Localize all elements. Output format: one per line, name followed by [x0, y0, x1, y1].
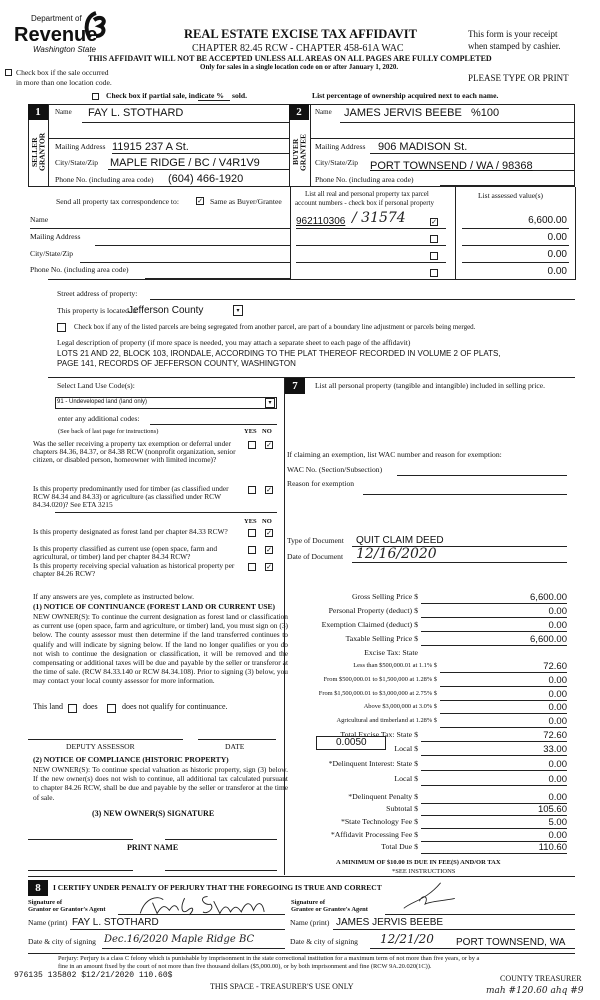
wac-field[interactable] — [397, 475, 567, 476]
print-name-1[interactable] — [28, 870, 133, 871]
section-8-tab: 8 — [28, 880, 48, 896]
buyer-side-label: BUYER GRANTEE — [291, 133, 308, 171]
buyer-name-field[interactable] — [340, 122, 575, 123]
county-label: This property is located in — [57, 306, 137, 315]
section-2-tab: 2 — [289, 104, 309, 120]
tax-row-field[interactable] — [421, 770, 567, 771]
tax-row-value[interactable]: 0.00 — [548, 830, 567, 841]
seller-name-field[interactable] — [82, 122, 290, 123]
date-label: DATE — [225, 742, 245, 751]
parcel-handwritten: / 31574 — [352, 210, 406, 226]
tax-row-field[interactable] — [421, 815, 567, 816]
tax-row-value[interactable]: 5.00 — [548, 817, 567, 828]
same-as-buyer-checkbox[interactable]: ✓ — [197, 197, 203, 205]
yes-checkbox[interactable] — [248, 546, 256, 554]
tax-row-label: *Affidavit Processing Fee $ — [330, 830, 418, 839]
tax-row-value[interactable]: 72.60 — [543, 730, 567, 741]
sold-label: sold. — [232, 91, 247, 100]
tax-row-label: Above $3,000,000 at 3.0% $ — [363, 703, 437, 710]
revenue-logo-icon — [82, 10, 108, 42]
tax-row-field[interactable] — [440, 713, 567, 714]
seller-name: FAY L. STOTHARD — [88, 107, 184, 119]
assessed-value-field[interactable] — [462, 228, 569, 229]
section-7-tab: 7 — [285, 378, 305, 394]
seller-phone-label: Phone No. (including area code) — [55, 175, 154, 184]
partial-sale-checkbox[interactable] — [92, 93, 99, 100]
tax-row-field[interactable] — [421, 631, 567, 632]
grantor-sig-label-1: Signature of — [28, 899, 63, 906]
tax-row-value[interactable]: 0.00 — [548, 792, 567, 803]
grantee-print-name[interactable]: JAMES JERVIS BEEBE — [336, 917, 444, 928]
no-checkbox[interactable]: ✓ — [266, 546, 272, 554]
parcel-number-field[interactable] — [296, 228, 446, 229]
yes-header-2: YES — [244, 518, 257, 525]
print-name-2[interactable] — [165, 870, 277, 871]
parcels-header-1: List all real and personal property tax parcel — [305, 190, 429, 198]
tax-row-label: From $1,500,000.01 to $3,000,000 at 2.75% $ — [318, 690, 437, 697]
yes-checkbox[interactable] — [248, 441, 256, 449]
section-1-tab: 1 — [28, 104, 48, 120]
form-chapter: CHAPTER 82.45 RCW - CHAPTER 458-61A WAC — [192, 43, 404, 54]
treasurer-use-label: THIS SPACE - TREASURER'S USE ONLY — [210, 982, 354, 991]
tax-row-value[interactable]: 72.60 — [543, 661, 567, 672]
land-use-selected: 91 - Undeveloped land (land only) — [57, 399, 148, 405]
multi-location-label-1: Check box if the sale occurred — [16, 68, 109, 77]
no-checkbox[interactable]: ✓ — [266, 486, 272, 494]
same-as-buyer-label: Same as Buyer/Grantee — [210, 197, 282, 206]
no-checkbox[interactable]: ✓ — [266, 441, 272, 449]
question-text: Was the seller receiving a property tax exemption or deferral under chapters 84.36, 84.37, or 84.38 RCW (nonprofit organization, senior citizen, or disabled person, homeowner with limited income)? — [33, 439, 236, 465]
seller-mail: 11915 237 A St. — [112, 141, 189, 153]
only-for-notice: Only for sales in a single location code on or after January 1, 2020. — [200, 63, 399, 71]
assessed-value-field[interactable] — [462, 262, 569, 263]
tax-row-value[interactable]: 6,600.00 — [530, 634, 567, 645]
notice-compliance-title: (2) NOTICE OF COMPLIANCE (HISTORIC PROPERTY) — [33, 755, 229, 764]
doc-date-label: Date of Document — [287, 552, 344, 561]
no-header: NO — [262, 428, 272, 435]
form-title: REAL ESTATE EXCISE TAX AFFIDAVIT — [184, 27, 417, 41]
assessed-value[interactable]: 0.00 — [547, 232, 567, 243]
notice-continuance-body: NEW OWNER(S): To continue the current designation as forest land or classification as current use (open space, farm and agriculture, or timber) land, you must sign on (3) below. The county assessor must then determine if the land transferred continues to qualify and will indicate by signing below. If the land no longer qualifies or you do not wish to continue the designation or classification, it will be removed and the compensating or additional taxes will be due and payable by the seller or transferor at the time of sale. (RCW 84.33.140 or RCW 84.34.108). Prior to signing (3) below, you may contact your local county assessor for more information. — [33, 612, 288, 686]
perjury-note-2: fine in an amount fixed by the court of not more than five thousand dollars ($5,000.00), or by both imprisonment and fine (RCW 9A.20.020(1C)). — [58, 963, 432, 970]
personal-property-label: List all personal property (tangible and intangible) included in selling price. — [315, 381, 546, 390]
seller-side-label: SELLER GRANTOR — [30, 132, 47, 172]
receipt-note-2: when stamped by cashier. — [468, 41, 561, 51]
personal-property-checkbox[interactable]: ✓ — [431, 218, 437, 226]
tax-row-label: Subtotal $ — [386, 804, 418, 813]
seller-city: MAPLE RIDGE / BC / V4R1V9 — [110, 157, 260, 169]
tax-row-label: Less than $500,000.01 at 1.1% $ — [353, 662, 437, 669]
segregated-checkbox[interactable] — [57, 323, 66, 332]
certify-statement: I CERTIFY UNDER PENALTY OF PERJURY THAT THE FOREGOING IS TRUE AND CORRECT — [53, 883, 382, 892]
grantor-sig-label-2: Grantor or Grantor's Agent — [28, 906, 106, 913]
tax-row-label: Gross Selling Price $ — [351, 592, 418, 601]
reason-field[interactable] — [363, 494, 567, 495]
assessed-value[interactable]: 0.00 — [547, 249, 567, 260]
list-percentage-label: List percentage of ownership acquired next to each name. — [312, 91, 499, 100]
parcel-number[interactable]: 962110306 — [296, 216, 346, 227]
seller-mail-label: Mailing Address — [55, 142, 106, 151]
buyer-mail-label: Mailing Address — [315, 142, 366, 151]
form-warning: THIS AFFIDAVIT WILL NOT BE ACCEPTED UNLESS ALL AREAS ON ALL PAGES ARE FULLY COMPLETED — [88, 54, 492, 63]
tax-row-label: From $500,000.01 to $1,500,000 at 1.28% $ — [323, 676, 437, 683]
does-not-label: does not qualify for continuance. — [122, 702, 228, 711]
corr-city-field[interactable] — [80, 262, 290, 263]
land-use-label: Select Land Use Code(s): — [57, 381, 135, 390]
see-instructions-note: *SEE INSTRUCTIONS — [392, 868, 456, 875]
buyer-city-label: City/State/Zip — [315, 158, 359, 167]
tax-row-value[interactable]: 0.00 — [548, 620, 567, 631]
reason-label: Reason for exemption — [287, 479, 355, 488]
no-header-2: NO — [262, 518, 272, 525]
legal-description-line-2[interactable]: PAGE 141, RECORDS OF JEFFERSON COUNTY, WASHINGTON — [57, 359, 296, 368]
grantee-signature-field[interactable] — [385, 914, 575, 915]
doc-date-value[interactable]: 12/16/2020 — [356, 546, 437, 562]
tax-row-value[interactable]: 0.00 — [548, 606, 567, 617]
street-address-label: Street address of property: — [57, 289, 138, 298]
tax-row-field[interactable] — [421, 645, 567, 646]
seller-phone[interactable]: (604) 466-1920 — [168, 173, 244, 185]
additional-codes-label: enter any additional codes: — [58, 414, 140, 423]
county-dropdown-icon[interactable]: ▾ — [233, 305, 243, 316]
assessed-value[interactable]: 0.00 — [547, 266, 567, 277]
seller-mail-field[interactable] — [112, 153, 290, 154]
perjury-note-1: Perjury: Perjury is a class C felony which is punishable by imprisonment in the state correctional institution for a maximum term of not more than five years, or by a — [58, 955, 480, 962]
county-select[interactable]: Jefferson County — [128, 305, 204, 316]
street-address-field[interactable] — [150, 299, 575, 300]
legal-description-label: Legal description of property (if more space is needed, you may attach a separate sheet to each page of the affidavit) — [57, 338, 411, 347]
personal-property-checkbox[interactable] — [430, 269, 438, 277]
doc-type-value[interactable]: QUIT CLAIM DEED — [356, 535, 444, 546]
grantee-signature — [385, 880, 475, 914]
legal-description-line-1[interactable]: LOTS 21 AND 22, BLOCK 103, IRONDALE, ACCORDING TO THE PLAT THEREOF RECORDED IN VOLUME 2 OF PLATS, — [57, 349, 501, 358]
deputy-assessor-signature[interactable] — [28, 739, 183, 740]
parcel-number-field[interactable] — [296, 279, 446, 280]
tax-row-label: *Delinquent Penalty $ — [348, 792, 418, 801]
tax-row-label: Local $ — [394, 774, 418, 783]
tax-row-label: Total Excise Tax: State $ — [340, 730, 418, 739]
parcel-number-field[interactable] — [296, 245, 446, 246]
minimum-due-note: A MINIMUM OF $10.00 IS DUE IN FEE(S) AND/OR TAX — [336, 859, 501, 866]
tax-row-label: *Delinquent Interest: State $ — [328, 759, 418, 768]
tax-row-value[interactable]: 0.00 — [548, 716, 567, 727]
buyer-mail-field[interactable] — [370, 153, 575, 154]
buyer-name: JAMES JERVIS BEEBE %100 — [344, 107, 500, 119]
grantor-date-city[interactable]: Dec.16/2020 Maple Ridge BC — [104, 934, 255, 945]
personal-property-checkbox[interactable] — [430, 252, 438, 260]
yes-checkbox[interactable] — [248, 486, 256, 494]
tax-row-label: Total Due $ — [381, 842, 418, 851]
grantee-sig-label-2: Grantee or Grantee's Agent — [291, 906, 368, 913]
yes-checkbox[interactable] — [248, 563, 256, 571]
tax-row-field[interactable] — [440, 700, 567, 701]
assessed-header: List assessed value(s) — [478, 191, 543, 200]
no-checkbox[interactable]: ✓ — [266, 529, 272, 537]
does-not-qualify-checkbox[interactable] — [107, 704, 116, 713]
tax-row-value[interactable]: 0.00 — [548, 759, 567, 770]
tax-row-field[interactable] — [421, 828, 567, 829]
corr-name-field[interactable] — [30, 228, 290, 229]
this-land-label: This land — [33, 702, 63, 711]
buyer-mail: 906 MADISON St. — [378, 141, 468, 153]
assessed-value-field[interactable] — [462, 245, 569, 246]
corr-mail-label: Mailing Address — [30, 232, 81, 241]
local-rate: 0.0050 — [336, 737, 367, 748]
grantor-signature — [118, 892, 288, 918]
new-owner-signature-1[interactable] — [28, 839, 133, 840]
grantor-name-label: Name (print) — [28, 918, 68, 927]
tax-row-field[interactable] — [440, 672, 567, 673]
question-text: Is this property designated as forest land per chapter 84.33 RCW? — [33, 527, 228, 536]
send-correspondence-label: Send all property tax correspondence to: — [56, 197, 179, 206]
multi-location-label-2: in more than one location code. — [16, 78, 112, 87]
question-text: Is this property classified as current use (open space, farm and agricultural, or timber) land per chapter 84.34 RCW? — [33, 544, 218, 562]
yes-checkbox[interactable] — [248, 529, 256, 537]
cashier-stamp: 976135 135802 $12/21/2020 110.60$ — [14, 971, 173, 980]
wac-label: WAC No. (Section/Subsection) — [287, 465, 383, 474]
please-type: PLEASE TYPE OR PRINT — [468, 73, 569, 83]
tax-row-value[interactable]: 0.00 — [548, 689, 567, 700]
print-name-label: PRINT NAME — [127, 843, 179, 852]
assessed-value-field[interactable] — [462, 279, 569, 280]
tax-row-value[interactable]: 0.00 — [548, 774, 567, 785]
additional-codes-field[interactable] — [150, 424, 277, 425]
exemption-label: If claiming an exemption, list WAC number and reason for exemption: — [287, 450, 502, 459]
multi-location-checkbox[interactable] — [5, 69, 12, 76]
see-back-note: (See back of last page for instructions) — [58, 428, 159, 435]
corr-phone-field[interactable] — [145, 278, 290, 279]
segregated-label: Check box if any of the listed parcels are being segregated from another parcel, are part of a boundary line adjustment or parcels being merged. — [74, 323, 476, 331]
corr-mail-field[interactable] — [95, 245, 290, 246]
if-yes-note: If any answers are yes, complete as instructed below. — [33, 592, 195, 601]
grantee-name-label: Name (print) — [290, 918, 330, 927]
tax-row-label: Excise Tax: State — [364, 648, 418, 657]
yes-header: YES — [244, 428, 257, 435]
tax-row-field[interactable] — [421, 603, 567, 604]
deputy-assessor-label: DEPUTY ASSESSOR — [66, 742, 135, 751]
corr-city-label: City/State/Zip — [30, 249, 74, 258]
tax-row-label: *State Technology Fee $ — [340, 817, 418, 826]
tax-row-value[interactable]: 110.60 — [538, 842, 567, 853]
parcel-number-field[interactable] — [296, 262, 446, 263]
tax-row-value[interactable]: 0.00 — [548, 675, 567, 686]
grantee-date[interactable]: 12/21/20 — [380, 932, 434, 946]
tax-row-label: Exemption Claimed (deduct) $ — [321, 620, 418, 629]
partial-sale-label: Check box if partial sale, indicate % — [106, 91, 224, 100]
tax-row-field[interactable] — [421, 785, 567, 786]
assessed-value[interactable]: 6,600.00 — [528, 215, 567, 226]
grantee-city[interactable]: PORT TOWNSEND, WA — [456, 937, 566, 948]
does-qualify-checkbox[interactable] — [68, 704, 77, 713]
treasurer-note: mah #120.60 ahq #9 — [486, 986, 584, 996]
buyer-name-label: Name — [315, 108, 332, 116]
tax-row-field[interactable] — [421, 741, 567, 742]
tax-row-label: Personal Property (deduct) $ — [328, 606, 418, 615]
grantor-print-name[interactable]: FAY L. STOTHARD — [72, 917, 159, 928]
seller-city-field[interactable] — [108, 169, 290, 170]
partial-sale-percent-field[interactable] — [198, 100, 230, 101]
tax-row-label: Agricultural and timberland at 1.28% $ — [336, 717, 437, 724]
seller-name-label: Name — [55, 108, 72, 116]
seller-city-label: City/State/Zip — [55, 158, 99, 167]
corr-phone-label: Phone No. (including area code) — [30, 265, 129, 274]
new-owner-signature-label: (3) NEW OWNER(S) SIGNATURE — [92, 809, 215, 818]
notice-continuance-title: (1) NOTICE OF CONTINUANCE (FOREST LAND OR CURRENT USE) — [33, 602, 276, 611]
parcels-header-2: account numbers - check box if personal property — [295, 199, 434, 207]
personal-property-checkbox[interactable] — [430, 235, 438, 243]
tax-row-value[interactable]: 0.00 — [548, 702, 567, 713]
no-checkbox[interactable]: ✓ — [266, 563, 272, 571]
question-text: Is this property predominantly used for timber (as classified under RCW 84.34 and 84.33) or agriculture (as classified under RCW 84.34.020)? See ETA 3215 — [33, 484, 229, 510]
question-text: Is this property receiving special valuation as historical property per chapter 84.26 RCW? — [33, 561, 235, 579]
tax-row-value[interactable]: 33.00 — [543, 744, 567, 755]
does-label: does — [83, 702, 98, 711]
buyer-city: PORT TOWNSEND / WA / 98368 — [370, 160, 533, 172]
tax-row-value[interactable]: 6,600.00 — [530, 592, 567, 603]
tax-row-field[interactable] — [421, 617, 567, 618]
buyer-phone-label: Phone No. (including area code) — [315, 175, 414, 184]
logo-department: Department of — [31, 14, 82, 23]
grantee-date-label: Date & city of signing — [290, 937, 358, 946]
receipt-note-1: This form is your receipt — [468, 29, 558, 39]
corr-name-label: Name — [30, 215, 49, 224]
tax-row-field[interactable] — [421, 755, 567, 756]
buyer-phone-field[interactable] — [440, 185, 575, 186]
tax-row-field[interactable] — [440, 727, 567, 728]
grantor-date-label: Date & city of signing — [28, 937, 96, 946]
grantee-sig-label-1: Signature of — [291, 899, 326, 906]
tax-row-label: Local $ — [394, 744, 418, 753]
tax-row-label: Taxable Selling Price $ — [345, 634, 418, 643]
county-treasurer-label: COUNTY TREASURER — [500, 974, 582, 983]
land-use-dropdown-icon[interactable]: ▾ — [265, 398, 275, 408]
tax-row-field[interactable] — [421, 853, 567, 854]
logo-state: Washington State — [33, 45, 97, 54]
doc-type-label: Type of Document — [287, 536, 344, 545]
tax-row-field[interactable] — [440, 686, 567, 687]
logo-revenue: Revenue — [14, 24, 98, 46]
tax-row-value[interactable]: 105.60 — [537, 804, 567, 815]
notice-compliance-body: NEW OWNER(S): To continue special valuation as historic property, sign (3) below. If the new owner(s) does not wish to continue, all additional tax calculated pursuant to chapter 84.26 RCW, shall be due and payable by the seller or transferor at the time of sale. — [33, 765, 288, 802]
